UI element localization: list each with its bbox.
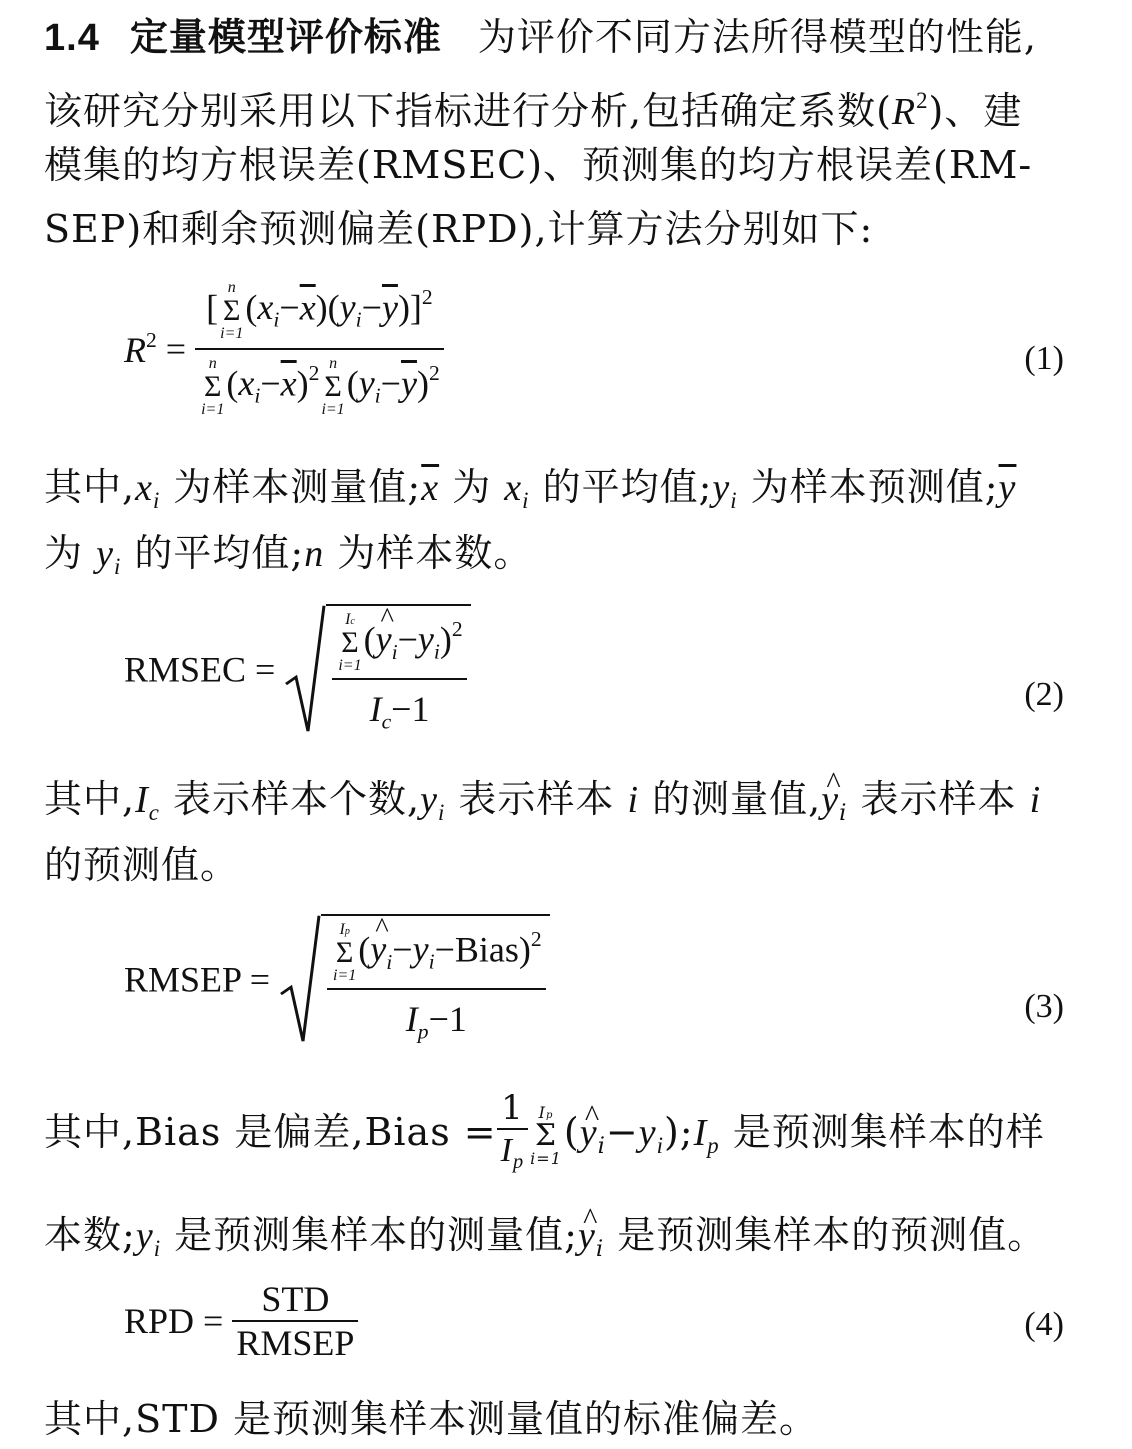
intro-line-4: SEP)和剩余预测偏差(RPD),计算方法分别如下: <box>44 207 874 251</box>
explanation-2-line-1: 其中$,I_c$ 表示样本个数$,y_i$ 表示样本 i 的测量值,^ $y_i$ 表示样本 i <box>44 776 1094 836</box>
explanation-1-line-2: 为 $y_i$ 的平均值;n 为样本数。 <box>44 531 533 579</box>
explanation-4: 其中,STD 是预测集样本测量值的标准偏差。 <box>44 1397 819 1441</box>
equation-rmsep <box>124 914 550 1045</box>
equation-r2: $R^2$ = [ n Σ i=1 $(x_i-\overline{x})(y_i-\overline{y})]^2$ n Σ i=1 $(x_i-\overline{x})^2$ n Σ i=1 $(y_i-\overline{y})^2$ <box>124 280 444 418</box>
intro-text-1: 为评价不同方法所得模型的性能, <box>477 15 1037 59</box>
eq1-lhs: $R^2$ <box>124 327 157 370</box>
eq3-lhs: RMSEP = <box>124 959 271 1000</box>
section-title: 定量模型评价标准 <box>129 15 442 59</box>
explanation-1-line-1: 其中$,x_i$ 为样本测量值$;\overline{x}$ 为 $x_i$ 的平均值$;y_i$ 为样本预测值$;\overline{y}$ <box>44 465 1017 513</box>
explanation-3-line-1: 其中,Bias 是偏差,Bias = $\frac{1}{I_p}$ Ip Σ i=1 (^ $y_i-y_i);I_p$ 是预测集样本的样 <box>44 1086 1094 1178</box>
eq4-fraction: $\frac{\text{STD}}{\text{RMSEP}}$ <box>232 1278 358 1364</box>
r-squared-symbol: $R^2$ <box>891 88 929 133</box>
eq4-number: (4) <box>1024 1306 1064 1343</box>
equation-rmsec <box>124 604 471 735</box>
eq2-lhs: RMSEC = <box>124 649 276 690</box>
eq3-sqrt: Ip Σ i=1 (^ $y_i-y_i-Bias)^2$ $I_p-1$ <box>279 914 550 1045</box>
intro-text-3: )、建 <box>928 88 1023 133</box>
section-number: 1.4 <box>44 17 100 59</box>
eq1-fraction: [ n Σ i=1 $(x_i-\overline{x})(y_i-\overline{y})]^2$ n Σ i=1 $(x_i-\overline{x})^2$ n Σ i=1 $(y_i-\overline{y})^2$ <box>195 280 444 418</box>
intro-line-2 <box>44 78 1094 135</box>
equation-rpd <box>124 1278 358 1364</box>
eq4-lhs: RPD = <box>124 1301 224 1341</box>
explanation-2-line-2: 的预测值。 <box>44 843 240 887</box>
eq2-number: (2) <box>1024 676 1064 713</box>
intro-text-2: 该研究分别采用以下指标进行分析,包括确定系数( <box>44 88 892 133</box>
eq1-number: (1) <box>1024 340 1064 377</box>
eq2-sqrt: Ic Σ i=1 (^ $y_i-y_i)^2$ $I_c-1$ <box>284 604 470 735</box>
explanation-3-line-2: 本数$;y_i$ 是预测集样本的测量值;^ $y_i$ 是预测集样本的预测值。 <box>44 1212 1094 1272</box>
intro-line-3: 模集的均方根误差(RMSEC)、预测集的均方根误差(RM- <box>44 143 1033 187</box>
section-heading-line <box>44 14 1094 61</box>
eq3-number: (3) <box>1024 988 1064 1025</box>
